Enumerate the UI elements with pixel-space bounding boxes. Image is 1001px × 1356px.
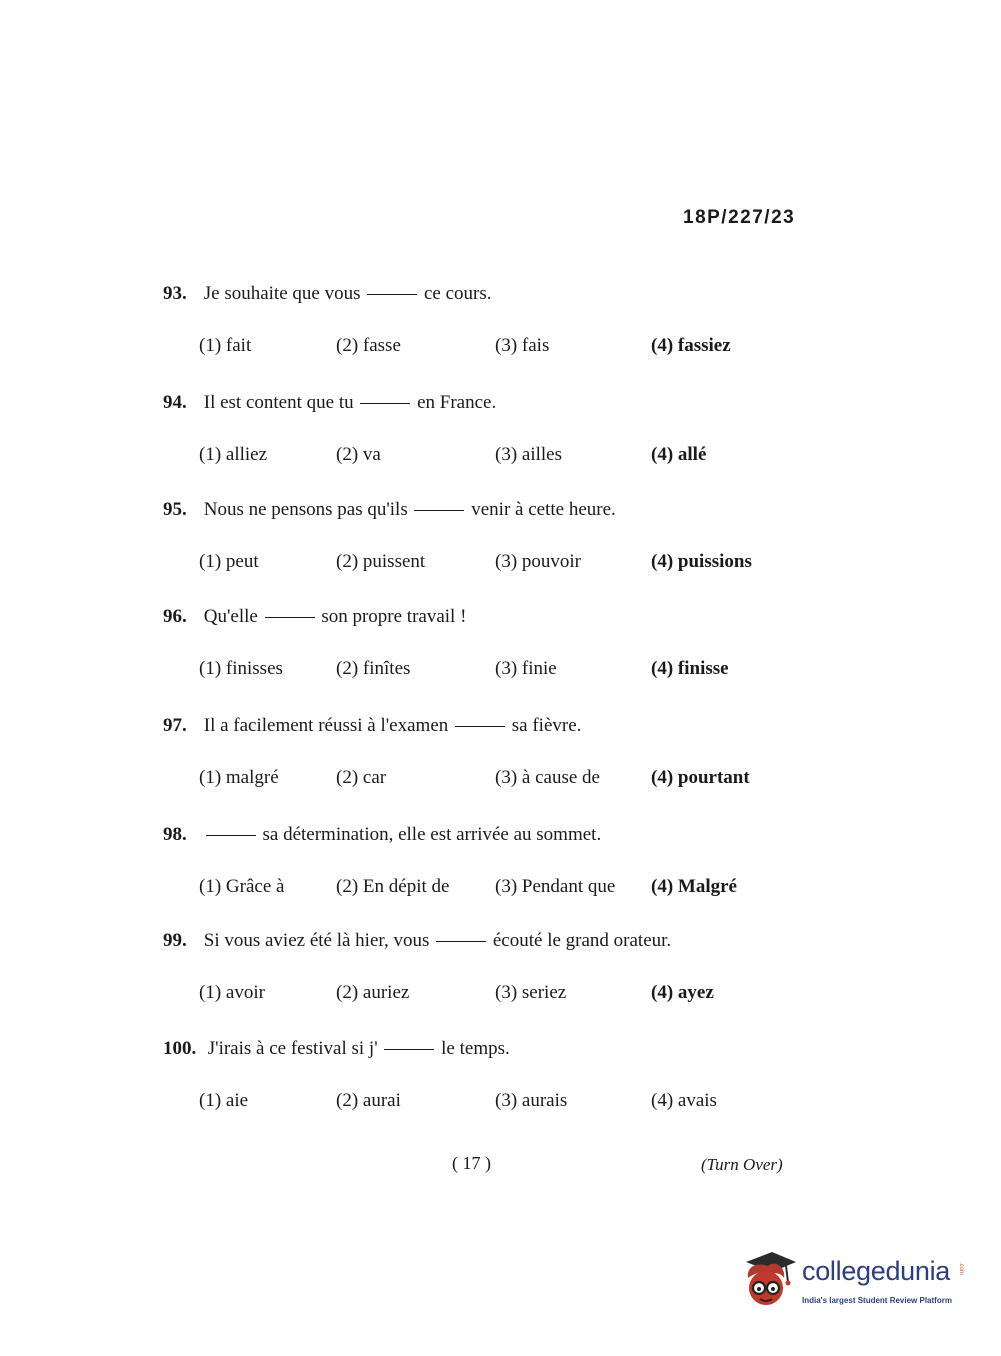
answer-blank <box>367 294 417 295</box>
answer-blank <box>455 726 505 727</box>
option-1: (1) aie <box>199 1090 249 1111</box>
answer-blank <box>414 510 464 511</box>
question-stem-after: sa détermination, elle est arrivée au sommet. <box>262 824 602 845</box>
option-3: (3) pouvoir <box>495 551 582 572</box>
option-3: (3) fais <box>495 335 550 356</box>
option-4: (4) fassiez <box>651 335 731 356</box>
question-stem-after: son propre travail ! <box>321 606 467 627</box>
question-number: 97. <box>163 715 187 736</box>
question-98 <box>163 824 823 924</box>
option-4: (4) avais <box>651 1090 717 1111</box>
question-text <box>163 392 496 414</box>
option-3: (3) ailles <box>495 444 563 465</box>
question-text <box>163 606 466 628</box>
question-stem-after: ce cours. <box>423 283 492 304</box>
question-100 <box>163 1038 823 1138</box>
option-4: (4) Malgré <box>651 876 737 897</box>
option-2: (2) finîtes <box>336 658 411 679</box>
brand-tagline: India's largest Student Review Platform <box>802 1296 952 1305</box>
question-text <box>163 715 581 737</box>
option-3: (3) à cause de <box>495 767 600 788</box>
question-93 <box>163 283 823 383</box>
question-94 <box>163 392 823 492</box>
answer-blank <box>265 617 315 618</box>
option-4: (4) finisse <box>651 658 729 679</box>
option-1: (1) finisses <box>199 658 283 679</box>
option-1: (1) peut <box>199 551 259 572</box>
option-1: (1) avoir <box>199 982 265 1003</box>
collegedunia-watermark <box>742 1248 972 1318</box>
brand-suffix: .com <box>958 1262 964 1276</box>
option-3: (3) aurais <box>495 1090 568 1111</box>
option-2: (2) va <box>336 444 381 465</box>
option-2: (2) auriez <box>336 982 410 1003</box>
option-2: (2) car <box>336 767 387 788</box>
question-stem-before: Qu'elle <box>203 606 258 627</box>
question-text <box>163 1038 510 1060</box>
question-number: 93. <box>163 283 187 304</box>
option-1: (1) fait <box>199 335 252 356</box>
mascot-logo-icon <box>742 1248 800 1310</box>
question-stem-before: J'irais à ce festival si j' <box>207 1038 378 1059</box>
option-1: (1) Grâce à <box>199 876 285 897</box>
question-stem-after: le temps. <box>441 1038 510 1059</box>
question-95 <box>163 499 823 599</box>
page-code: 18P/227/23 <box>683 207 796 228</box>
question-stem-after: écouté le grand orateur. <box>492 930 672 951</box>
question-number: 95. <box>163 499 187 520</box>
question-number: 96. <box>163 606 187 627</box>
question-stem-after: venir à cette heure. <box>471 499 616 520</box>
question-96 <box>163 606 823 706</box>
option-4: (4) ayez <box>651 982 714 1003</box>
option-3: (3) finie <box>495 658 557 679</box>
page-number: ( 17 ) <box>452 1153 491 1173</box>
option-2: (2) En dépit de <box>336 876 450 897</box>
option-4: (4) pourtant <box>651 767 750 788</box>
question-stem-before: Nous ne pensons pas qu'ils <box>203 499 408 520</box>
question-text <box>163 499 616 521</box>
answer-blank <box>360 403 410 404</box>
question-number: 98. <box>163 824 187 845</box>
question-text <box>163 824 601 846</box>
option-1: (1) alliez <box>199 444 268 465</box>
answer-blank <box>384 1049 434 1050</box>
option-2: (2) puissent <box>336 551 426 572</box>
option-3: (3) Pendant que <box>495 876 616 897</box>
question-stem-after: sa fièvre. <box>511 715 582 736</box>
turn-over-note: (Turn Over) <box>701 1155 783 1174</box>
question-stem-before: Il est content que tu <box>203 392 354 413</box>
brand-name: collegedunia <box>802 1256 951 1286</box>
question-stem-before: Il a facilement réussi à l'examen <box>203 715 449 736</box>
question-stem-before: Je souhaite que vous <box>203 283 361 304</box>
option-2: (2) aurai <box>336 1090 401 1111</box>
question-stem-before: Si vous aviez été là hier, vous <box>203 930 430 951</box>
question-text <box>163 283 492 305</box>
option-2: (2) fasse <box>336 335 401 356</box>
question-stem-after: en France. <box>417 392 497 413</box>
answer-blank <box>436 941 486 942</box>
option-4: (4) puissions <box>651 551 752 572</box>
option-3: (3) seriez <box>495 982 567 1003</box>
question-number: 100. <box>163 1038 197 1059</box>
option-1: (1) malgré <box>199 767 279 788</box>
answer-blank <box>206 835 256 836</box>
question-number: 94. <box>163 392 187 413</box>
question-text <box>163 930 671 952</box>
question-97 <box>163 715 823 815</box>
option-4: (4) allé <box>651 444 707 465</box>
question-number: 99. <box>163 930 187 951</box>
question-99 <box>163 930 823 1030</box>
